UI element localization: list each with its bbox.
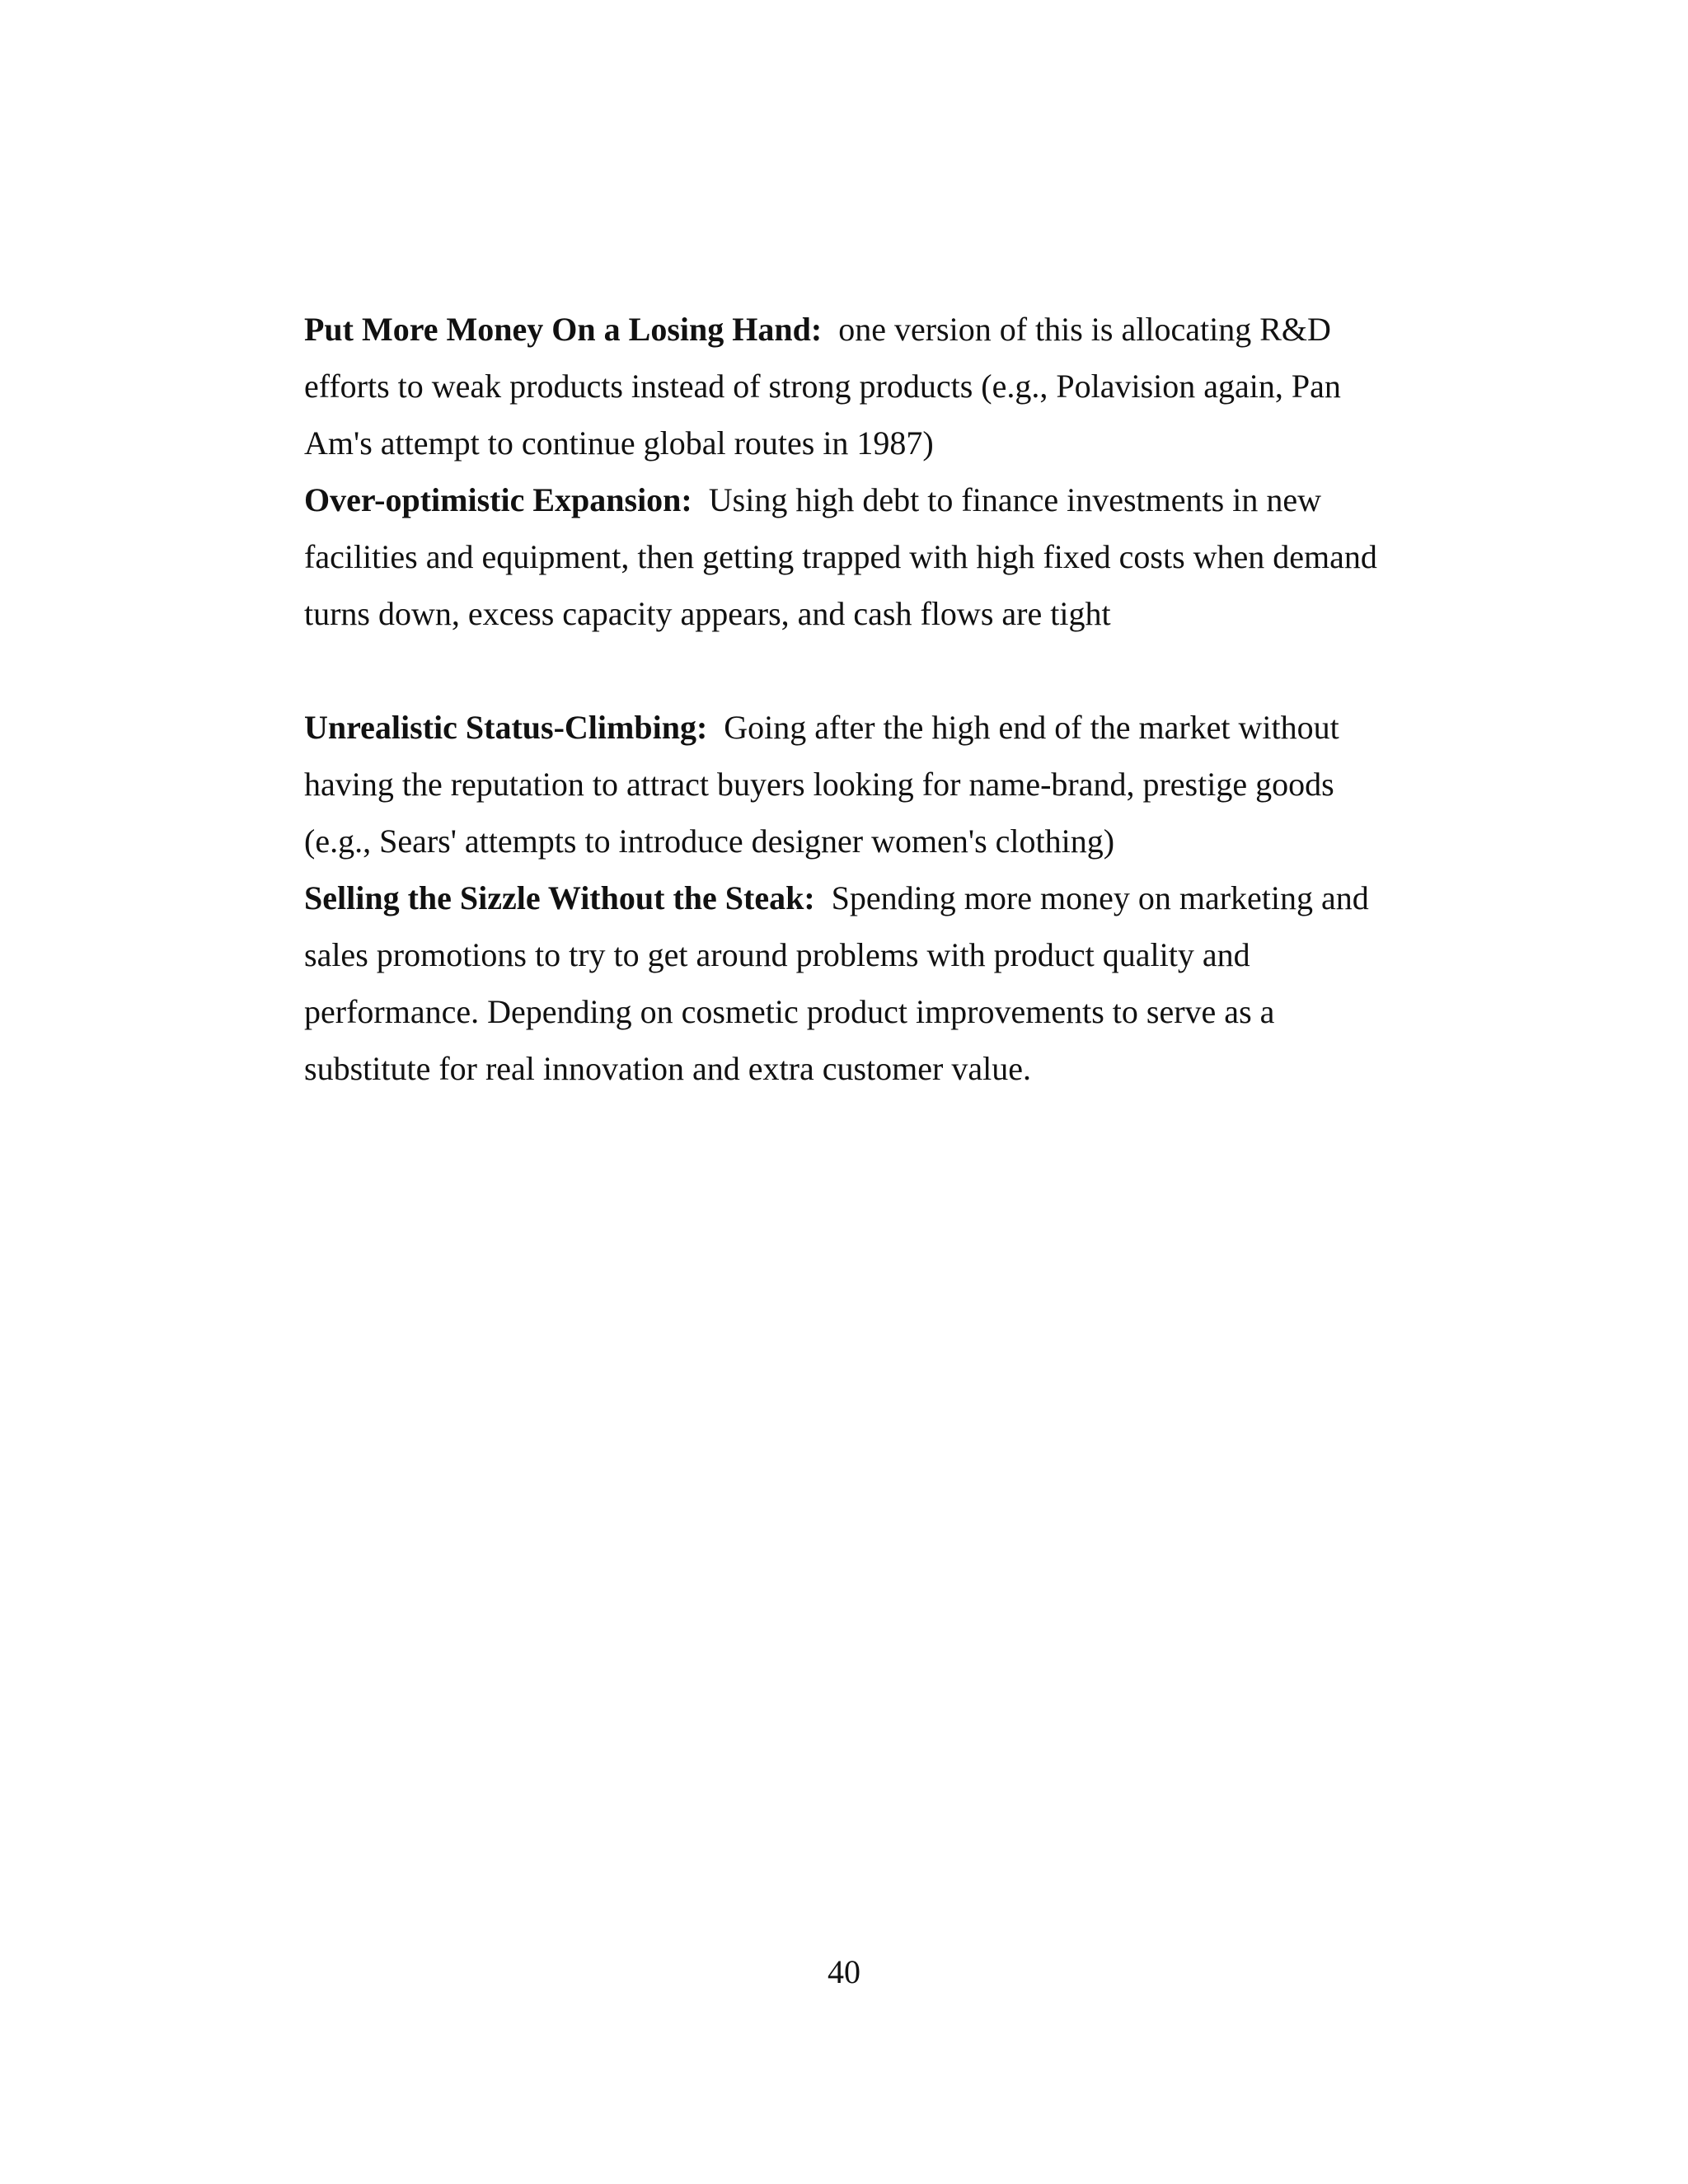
term-heading: Put More Money On a Losing Hand: bbox=[304, 311, 823, 348]
paragraph-losing-hand bbox=[304, 301, 1400, 471]
term-heading: Selling the Sizzle Without the Steak: bbox=[304, 879, 815, 916]
paragraph-text: Spending more money on marketing and sales promotions to try to get around problems with product quality and performance. Depending on cosmetic product improvements to serve as a substitute for real innovation and extra customer value. bbox=[304, 879, 1369, 1087]
page-body bbox=[304, 301, 1400, 1097]
paragraph-sizzle-without-steak bbox=[304, 869, 1400, 1097]
paragraph-status-climbing bbox=[304, 699, 1400, 869]
paragraph-spacer bbox=[304, 642, 1400, 699]
paragraph-text: Going after the high end of the market without having the reputation to attract buyers looking for name-brand, prestige goods (e.g., Sears' attempts to introduce designer women's clothing) bbox=[304, 709, 1339, 860]
term-heading: Over-optimistic Expansion: bbox=[304, 481, 692, 518]
paragraph-over-optimistic-expansion bbox=[304, 471, 1400, 642]
paragraph-text: Using high debt to finance investments in new facilities and equipment, then getting trapped with high fixed costs when demand turns down, excess capacity appears, and cash flows are tight bbox=[304, 481, 1377, 632]
paragraph-text: one version of this is allocating R&D efforts to weak products instead of strong products (e.g., Polavision again, Pan Am's attempt to continue global routes in 1987) bbox=[304, 311, 1341, 462]
page-number: 40 bbox=[828, 1953, 860, 1990]
term-heading: Unrealistic Status-Climbing: bbox=[304, 709, 708, 746]
